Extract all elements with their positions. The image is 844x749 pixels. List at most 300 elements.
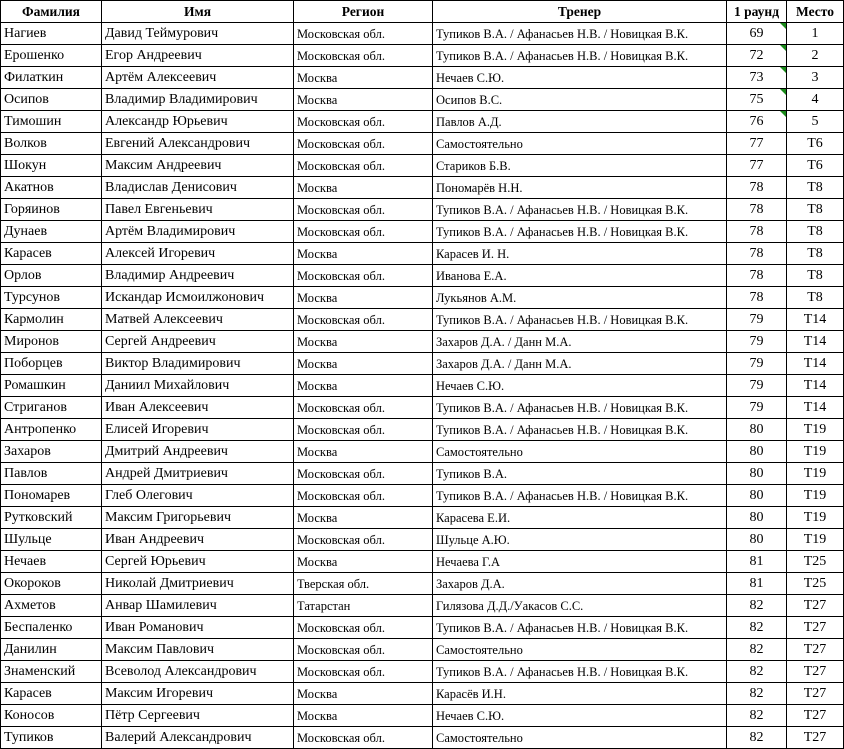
cell-name-text: Сергей Юрьевич [105, 553, 206, 569]
cell-region-text: Москва [297, 334, 338, 349]
cell-name-text: Иван Алексеевич [105, 399, 209, 415]
cell-coach-text: Карасев И. Н. [436, 246, 510, 261]
table-row [1, 463, 844, 485]
cell-place [787, 397, 844, 419]
cell-round1-text: 78 [749, 245, 764, 261]
cell-name [102, 155, 294, 177]
cell-name [102, 727, 294, 749]
cell-place-text: T8 [807, 267, 823, 283]
table-row [1, 155, 844, 177]
cell-coach [433, 23, 727, 45]
table-row [1, 67, 844, 89]
cell-name-text: Максим Павлович [105, 641, 215, 657]
header-surname: Фамилия [1, 1, 102, 23]
cell-round1 [727, 441, 787, 463]
cell-place [787, 155, 844, 177]
cell-region-text: Московская обл. [297, 532, 385, 547]
cell-round1 [727, 89, 787, 111]
cell-surname-text: Акатнов [4, 179, 54, 195]
cell-surname [1, 89, 102, 111]
cell-surname-text: Павлов [4, 465, 48, 481]
cell-surname [1, 397, 102, 419]
cell-coach-text: Захаров Д.А. [436, 576, 505, 591]
cell-surname-text: Филаткин [4, 69, 64, 85]
cell-round1-text: 79 [749, 377, 764, 393]
cell-name [102, 353, 294, 375]
cell-surname [1, 353, 102, 375]
cell-surname [1, 111, 102, 133]
cell-place [787, 617, 844, 639]
cell-region-text: Москва [297, 246, 338, 261]
cell-region [294, 67, 433, 89]
cell-coach-text: Тупиков В.А. / Афанасьев Н.В. / Новицкая В.К. [436, 620, 689, 635]
cell-coach-text: Нечаев С.Ю. [436, 378, 505, 393]
cell-round1-text: 82 [749, 685, 764, 701]
cell-coach-text: Захаров Д.А. / Данн М.А. [436, 356, 572, 371]
cell-surname [1, 595, 102, 617]
cell-surname [1, 463, 102, 485]
cell-place [787, 353, 844, 375]
cell-place [787, 331, 844, 353]
cell-surname [1, 727, 102, 749]
cell-surname-text: Захаров [4, 443, 51, 459]
cell-name-text: Максим Григорьевич [105, 509, 232, 525]
cell-region [294, 287, 433, 309]
header-row [1, 1, 844, 23]
cell-region [294, 133, 433, 155]
cell-name [102, 23, 294, 45]
header-place: Место [787, 1, 844, 23]
cell-place-text: T8 [807, 223, 823, 239]
cell-name-text: Анвар Шамилевич [105, 597, 217, 613]
cell-round1 [727, 111, 787, 133]
cell-surname-text: Ромашкин [4, 377, 66, 393]
cell-round1-text: 78 [749, 179, 764, 195]
cell-coach [433, 595, 727, 617]
cell-region-text: Москва [297, 290, 338, 305]
cell-round1 [727, 287, 787, 309]
cell-coach-text: Осипов В.С. [436, 92, 503, 107]
cell-surname [1, 617, 102, 639]
cell-round1-text: 73 [749, 69, 764, 85]
cell-surname-text: Поборцев [4, 355, 63, 371]
cell-region-text: Московская обл. [297, 202, 385, 217]
cell-round1-text: 77 [749, 157, 764, 173]
cell-place-text: T25 [803, 575, 827, 591]
header-round1: 1 раунд [727, 1, 787, 23]
cell-place [787, 177, 844, 199]
cell-name [102, 199, 294, 221]
cell-round1 [727, 595, 787, 617]
cell-coach [433, 375, 727, 397]
cell-surname-text: Осипов [4, 91, 49, 107]
cell-name [102, 265, 294, 287]
table-row [1, 617, 844, 639]
cell-name [102, 89, 294, 111]
table-row [1, 287, 844, 309]
cell-coach-text: Нечаева Г.А [436, 554, 501, 569]
cell-round1-text: 80 [749, 421, 764, 437]
cell-surname-text: Карасев [4, 245, 52, 261]
cell-surname [1, 683, 102, 705]
cell-round1-text: 80 [749, 487, 764, 503]
cell-region-text: Московская обл. [297, 114, 385, 129]
cell-round1-text: 79 [749, 311, 764, 327]
cell-round1-text: 77 [749, 135, 764, 151]
table-row [1, 23, 844, 45]
cell-name-text: Артём Владимирович [105, 223, 236, 239]
cell-round1-text: 72 [749, 47, 764, 63]
cell-region [294, 221, 433, 243]
table-row [1, 353, 844, 375]
cell-coach-text: Тупиков В.А. / Афанасьев Н.В. / Новицкая В.К. [436, 400, 689, 415]
cell-surname-text: Антропенко [4, 421, 77, 437]
cell-surname-text: Тимошин [4, 113, 62, 129]
cell-place [787, 661, 844, 683]
cell-place-text: T6 [807, 135, 823, 151]
cell-place-text: T19 [803, 421, 827, 437]
cell-coach-text: Самостоятельно [436, 730, 523, 745]
cell-name-text: Александр Юрьевич [105, 113, 228, 129]
cell-round1 [727, 463, 787, 485]
cell-coach [433, 639, 727, 661]
cell-coach-text: Карасёв И.Н. [436, 686, 506, 701]
cell-round1 [727, 727, 787, 749]
cell-name-text: Максим Андреевич [105, 157, 222, 173]
cell-round1 [727, 45, 787, 67]
cell-name-text: Иван Андреевич [105, 531, 205, 547]
cell-region-text: Москва [297, 510, 338, 525]
cell-surname [1, 243, 102, 265]
cell-place-text: T8 [807, 245, 823, 261]
cell-name-text: Матвей Алексеевич [105, 311, 223, 327]
cell-region [294, 155, 433, 177]
cell-name [102, 331, 294, 353]
cell-name [102, 375, 294, 397]
cell-round1-text: 79 [749, 399, 764, 415]
cell-place-text: T6 [807, 157, 823, 173]
cell-place [787, 199, 844, 221]
cell-region-text: Московская обл. [297, 664, 385, 679]
cell-name [102, 463, 294, 485]
cell-name [102, 67, 294, 89]
cell-round1-text: 82 [749, 707, 764, 723]
cell-surname-text: Горяинов [4, 201, 60, 217]
cell-place [787, 639, 844, 661]
cell-coach [433, 507, 727, 529]
cell-coach-text: Самостоятельно [436, 642, 523, 657]
cell-coach-text: Тупиков В.А. / Афанасьев Н.В. / Новицкая В.К. [436, 202, 689, 217]
cell-name-text: Владислав Денисович [105, 179, 237, 195]
cell-region-text: Москва [297, 70, 338, 85]
cell-surname [1, 485, 102, 507]
cell-coach-text: Карасева Е.И. [436, 510, 511, 525]
cell-round1 [727, 573, 787, 595]
header-region: Регион [294, 1, 433, 23]
table-row [1, 397, 844, 419]
cell-coach-text: Самостоятельно [436, 136, 523, 151]
cell-place [787, 243, 844, 265]
cell-name [102, 683, 294, 705]
cell-round1 [727, 639, 787, 661]
cell-name [102, 661, 294, 683]
cell-name [102, 529, 294, 551]
cell-coach [433, 221, 727, 243]
cell-coach [433, 705, 727, 727]
cell-coach [433, 485, 727, 507]
cell-round1-text: 78 [749, 267, 764, 283]
cell-name [102, 111, 294, 133]
cell-surname-text: Беспаленко [4, 619, 73, 635]
cell-coach [433, 661, 727, 683]
cell-place-text: T25 [803, 553, 827, 569]
cell-coach [433, 309, 727, 331]
cell-round1 [727, 661, 787, 683]
cell-region [294, 617, 433, 639]
cell-surname-text: Коносов [4, 707, 55, 723]
cell-place [787, 45, 844, 67]
cell-region [294, 661, 433, 683]
table-row [1, 485, 844, 507]
cell-place-text: 2 [811, 47, 819, 63]
cell-round1-text: 82 [749, 663, 764, 679]
cell-surname-text: Окороков [4, 575, 61, 591]
cell-surname [1, 199, 102, 221]
cell-region-text: Москва [297, 686, 338, 701]
cell-name-text: Павел Евгеньевич [105, 201, 213, 217]
cell-coach [433, 683, 727, 705]
cell-name [102, 221, 294, 243]
cell-coach-text: Нечаев С.Ю. [436, 708, 505, 723]
table-row [1, 199, 844, 221]
cell-place-text: T27 [803, 597, 827, 613]
cell-surname-text: Орлов [4, 267, 42, 283]
cell-round1 [727, 133, 787, 155]
cell-surname [1, 133, 102, 155]
cell-round1-text: 75 [749, 91, 764, 107]
comment-flag-icon [780, 23, 786, 29]
cell-coach-text: Тупиков В.А. / Афанасьев Н.В. / Новицкая В.К. [436, 664, 689, 679]
comment-flag-icon [780, 67, 786, 73]
cell-place-text: T8 [807, 201, 823, 217]
cell-name [102, 639, 294, 661]
cell-name-text: Владимир Андреевич [105, 267, 235, 283]
header-name: Имя [102, 1, 294, 23]
cell-coach-text: Захаров Д.А. / Данн М.А. [436, 334, 572, 349]
table-row [1, 441, 844, 463]
cell-region-text: Москва [297, 356, 338, 371]
cell-place-text: 5 [811, 113, 819, 129]
cell-surname-text: Шульце [4, 531, 52, 547]
cell-place-text: T8 [807, 289, 823, 305]
cell-surname-text: Ахметов [4, 597, 56, 613]
cell-region [294, 397, 433, 419]
cell-surname-text: Волков [4, 135, 47, 151]
cell-coach-text: Тупиков В.А. / Афанасьев Н.В. / Новицкая В.К. [436, 422, 689, 437]
table-row [1, 375, 844, 397]
cell-surname-text: Данилин [4, 641, 57, 657]
cell-name-text: Даниил Михайлович [105, 377, 230, 393]
table-row [1, 89, 844, 111]
cell-place-text: T19 [803, 443, 827, 459]
cell-region-text: Московская обл. [297, 268, 385, 283]
cell-place-text: T8 [807, 179, 823, 195]
table-row [1, 727, 844, 749]
cell-round1 [727, 705, 787, 727]
cell-coach [433, 243, 727, 265]
cell-place [787, 507, 844, 529]
cell-surname-text: Дунаев [4, 223, 48, 239]
table-row [1, 177, 844, 199]
cell-region-text: Московская обл. [297, 466, 385, 481]
table-row [1, 661, 844, 683]
cell-place [787, 419, 844, 441]
cell-coach-text: Тупиков В.А. / Афанасьев Н.В. / Новицкая В.К. [436, 224, 689, 239]
table-row [1, 45, 844, 67]
cell-coach-text: Нечаев С.Ю. [436, 70, 505, 85]
cell-round1-text: 79 [749, 333, 764, 349]
cell-region [294, 727, 433, 749]
cell-region [294, 529, 433, 551]
cell-place [787, 463, 844, 485]
cell-name [102, 397, 294, 419]
cell-place-text: T27 [803, 729, 827, 745]
cell-place-text: T14 [803, 311, 827, 327]
cell-surname [1, 177, 102, 199]
cell-place [787, 133, 844, 155]
cell-name-text: Давид Теймурович [105, 25, 219, 41]
cell-surname-text: Турсунов [4, 289, 60, 305]
cell-coach [433, 89, 727, 111]
cell-coach [433, 441, 727, 463]
table-row [1, 221, 844, 243]
cell-round1-text: 82 [749, 619, 764, 635]
cell-surname [1, 639, 102, 661]
cell-name-text: Дмитрий Андреевич [105, 443, 228, 459]
table-row [1, 111, 844, 133]
cell-surname-text: Пономарев [4, 487, 71, 503]
cell-coach-text: Тупиков В.А. / Афанасьев Н.В. / Новицкая В.К. [436, 312, 689, 327]
cell-place [787, 573, 844, 595]
cell-place-text: T19 [803, 487, 827, 503]
cell-coach [433, 353, 727, 375]
cell-region-text: Москва [297, 378, 338, 393]
cell-coach [433, 45, 727, 67]
cell-round1 [727, 243, 787, 265]
table-row [1, 705, 844, 727]
cell-region [294, 243, 433, 265]
cell-round1-text: 81 [749, 553, 764, 569]
cell-region-text: Московская обл. [297, 224, 385, 239]
cell-name [102, 177, 294, 199]
cell-region [294, 441, 433, 463]
cell-name-text: Искандар Исмоилжонович [105, 289, 265, 305]
cell-name-text: Виктор Владимирович [105, 355, 241, 371]
cell-surname [1, 375, 102, 397]
cell-round1 [727, 529, 787, 551]
cell-coach-text: Шульце А.Ю. [436, 532, 510, 547]
table-row [1, 551, 844, 573]
cell-region [294, 573, 433, 595]
cell-surname [1, 661, 102, 683]
cell-coach-text: Пономарёв Н.Н. [436, 180, 523, 195]
cell-region [294, 23, 433, 45]
table-row [1, 683, 844, 705]
cell-name [102, 45, 294, 67]
cell-name-text: Евгений Александрович [105, 135, 251, 151]
cell-region-text: Москва [297, 92, 338, 107]
cell-surname [1, 573, 102, 595]
cell-place [787, 67, 844, 89]
cell-place-text: T19 [803, 531, 827, 547]
cell-name-text: Алексей Игоревич [105, 245, 216, 261]
cell-name-text: Артём Алексеевич [105, 69, 217, 85]
cell-place-text: T27 [803, 663, 827, 679]
cell-region [294, 331, 433, 353]
cell-region [294, 177, 433, 199]
cell-coach-text: Самостоятельно [436, 444, 523, 459]
cell-round1 [727, 67, 787, 89]
cell-region-text: Москва [297, 708, 338, 723]
cell-surname [1, 551, 102, 573]
cell-round1-text: 78 [749, 201, 764, 217]
cell-name [102, 573, 294, 595]
cell-region [294, 463, 433, 485]
cell-place [787, 485, 844, 507]
cell-coach [433, 617, 727, 639]
cell-coach-text: Тупиков В.А. [436, 466, 507, 481]
cell-region [294, 507, 433, 529]
cell-coach [433, 287, 727, 309]
cell-coach [433, 177, 727, 199]
cell-place-text: T14 [803, 377, 827, 393]
cell-coach [433, 67, 727, 89]
table-row [1, 639, 844, 661]
cell-region-text: Московская обл. [297, 642, 385, 657]
cell-name-text: Елисей Игоревич [105, 421, 209, 437]
cell-place-text: T19 [803, 509, 827, 525]
cell-coach [433, 133, 727, 155]
cell-coach [433, 111, 727, 133]
cell-surname-text: Тупиков [4, 729, 54, 745]
cell-name-text: Глеб Олегович [105, 487, 193, 503]
cell-region [294, 353, 433, 375]
cell-place [787, 265, 844, 287]
cell-region [294, 595, 433, 617]
cell-name-text: Сергей Андреевич [105, 333, 216, 349]
cell-surname-text: Ерошенко [4, 47, 65, 63]
cell-place-text: 1 [811, 25, 819, 41]
cell-name-text: Николай Дмитриевич [105, 575, 234, 591]
cell-name [102, 617, 294, 639]
cell-round1-text: 78 [749, 289, 764, 305]
cell-surname-text: Шокун [4, 157, 47, 173]
cell-region-text: Московская обл. [297, 26, 385, 41]
cell-region [294, 89, 433, 111]
cell-region [294, 639, 433, 661]
cell-name [102, 507, 294, 529]
cell-name-text: Владимир Владимирович [105, 91, 258, 107]
cell-round1-text: 82 [749, 597, 764, 613]
cell-place-text: T27 [803, 619, 827, 635]
cell-round1-text: 82 [749, 729, 764, 745]
cell-place [787, 705, 844, 727]
cell-round1 [727, 309, 787, 331]
cell-coach-text: Стариков Б.В. [436, 158, 511, 173]
cell-coach [433, 199, 727, 221]
cell-round1 [727, 265, 787, 287]
cell-round1-text: 80 [749, 465, 764, 481]
